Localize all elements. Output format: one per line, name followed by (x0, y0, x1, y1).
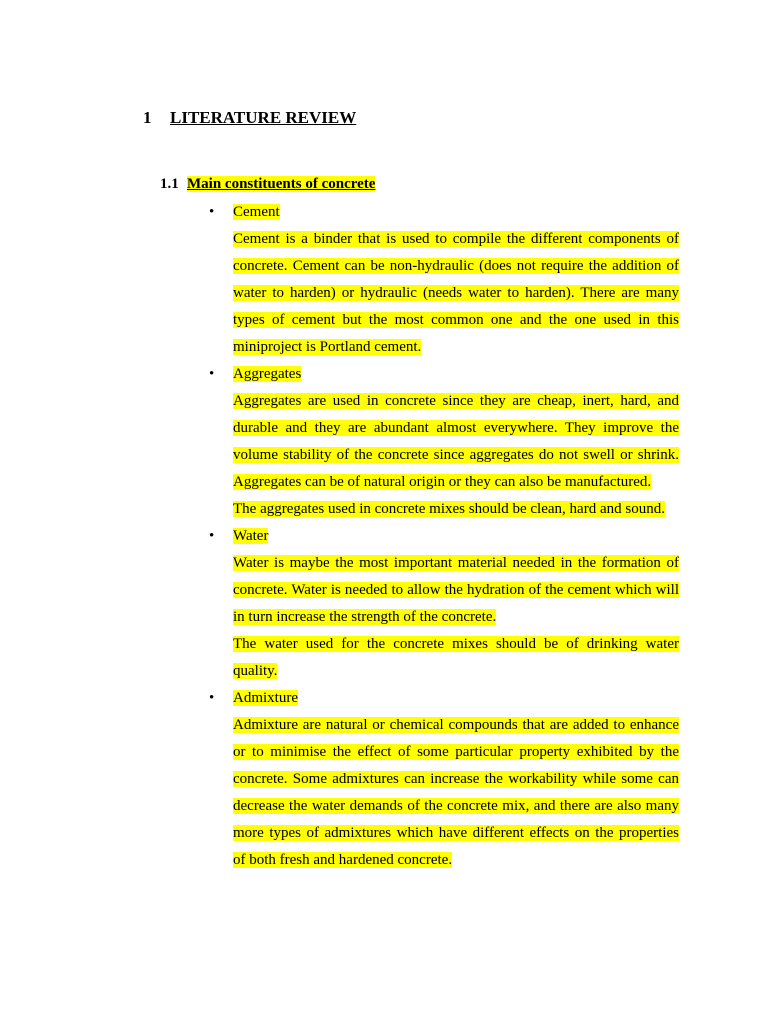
paragraph-line: Water is maybe the most important material needed in the formation of (233, 555, 679, 571)
paragraph-line: miniproject is Portland cement. (233, 339, 422, 355)
paragraph-line: decrease the water demands of the concrete mix, and there are also many (233, 798, 679, 814)
paragraph-line: more types of admixtures which have different effects on the properties (233, 825, 679, 841)
paragraph-admixture (233, 712, 679, 874)
paragraph-line: or to minimise the effect of some particular property exhibited by the (233, 744, 679, 760)
paragraph-water (233, 550, 679, 685)
chapter-heading (143, 108, 356, 128)
bullet-label: Admixture (233, 690, 298, 706)
paragraph-line: types of cement but the most common one and the one used in this (233, 312, 679, 328)
bullet-icon: • (209, 690, 215, 706)
paragraph-line: quality. (233, 663, 278, 679)
paragraph-line: of both fresh and hardened concrete. (233, 852, 453, 868)
paragraph-line: in turn increase the strength of the concrete. (233, 609, 497, 625)
paragraph-line: volume stability of the concrete since aggregates do not swell or shrink. (233, 447, 679, 463)
paragraph-line: Aggregates can be of natural origin or they can also be manufactured. (233, 474, 652, 490)
paragraph-line: concrete. Cement can be non-hydraulic (does not require the addition of (233, 258, 679, 274)
paragraph-line: durable and they are abundant almost everywhere. They improve the (233, 420, 679, 436)
paragraph-cement (233, 226, 679, 361)
bullet-icon: • (209, 366, 215, 382)
bullet-icon: • (209, 204, 215, 220)
bullet-item-admixture (209, 687, 298, 709)
bullet-label: Cement (233, 204, 280, 220)
bullet-item-aggregates (209, 363, 301, 385)
chapter-number: 1 (143, 108, 152, 127)
section-number: 1.1 (160, 176, 179, 192)
paragraph-line: Cement is a binder that is used to compile the different components of (233, 231, 679, 247)
paragraph-line: Admixture are natural or chemical compounds that are added to enhance (233, 717, 679, 733)
bullet-label: Aggregates (233, 366, 302, 382)
bullet-item-water (209, 525, 268, 547)
bullet-item-cement (209, 201, 280, 223)
paragraph-line: The aggregates used in concrete mixes should be clean, hard and sound. (233, 501, 665, 517)
paragraph-line: Aggregates are used in concrete since they are cheap, inert, hard, and (233, 393, 679, 409)
bullet-label: Water (233, 528, 269, 544)
section-title: Main constituents of concrete (187, 176, 376, 192)
paragraph-line: concrete. Water is needed to allow the hydration of the cement which will (233, 582, 679, 598)
paragraph-line: concrete. Some admixtures can increase the workability while some can (233, 771, 679, 787)
paragraph-aggregates (233, 388, 679, 523)
paragraph-line: The water used for the concrete mixes should be of drinking water (233, 636, 679, 652)
section-heading (160, 176, 375, 193)
paragraph-line: water to harden) or hydraulic (needs water to harden). There are many (233, 285, 679, 301)
bullet-icon: • (209, 528, 215, 544)
chapter-title: LITERATURE REVIEW (170, 108, 357, 127)
